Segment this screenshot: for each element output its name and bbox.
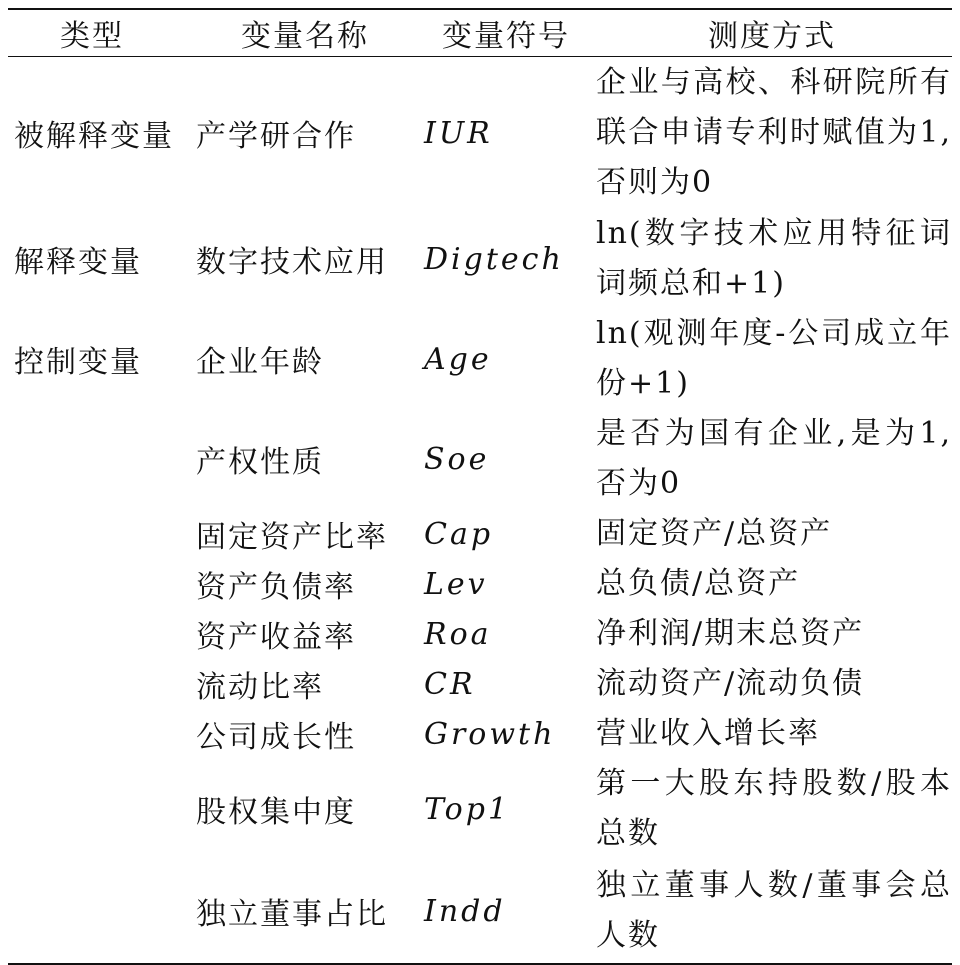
- cell-measure: 营业收入增长率: [596, 716, 820, 751]
- cell-name: 产学研合作: [196, 119, 356, 154]
- header-measurement: 测度方式: [708, 19, 836, 54]
- cell-symbol: Roa: [424, 616, 492, 652]
- cell-name: 资产收益率: [196, 620, 356, 655]
- cell-type: 被解释变量: [14, 119, 174, 154]
- cell-measure: 企业与高校、科研院所有联合申请专利时赋值为1,否则为0: [596, 65, 952, 200]
- cell-measure: 固定资产/总资产: [596, 516, 833, 551]
- table-header-row: [8, 10, 952, 56]
- cell-type: [8, 759, 190, 859]
- table-row: [8, 859, 952, 963]
- cell-name: 流动比率: [196, 670, 324, 705]
- cell-name: 数字技术应用: [196, 245, 388, 280]
- cell-symbol: Cap: [424, 516, 494, 552]
- table-row: [8, 609, 952, 659]
- cell-measure: 流动资产/流动负债: [596, 666, 865, 701]
- cell-name: 公司成长性: [196, 720, 356, 755]
- cell-type: [8, 409, 190, 509]
- table-row: [8, 759, 952, 859]
- cell-name: 资产负债率: [196, 570, 356, 605]
- cell-symbol: CR: [424, 666, 476, 702]
- table-row: [8, 309, 952, 409]
- cell-name: 独立董事占比: [196, 897, 388, 932]
- cell-type: [8, 509, 190, 559]
- table-row: [8, 509, 952, 559]
- cell-type: [8, 609, 190, 659]
- cell-symbol: Age: [424, 341, 492, 377]
- variable-definition-table: [8, 8, 952, 965]
- cell-name: 产权性质: [196, 445, 324, 480]
- cell-name: 股权集中度: [196, 795, 356, 830]
- cell-symbol: Indd: [424, 893, 506, 929]
- header-type: 类型: [60, 19, 124, 54]
- table-row: [8, 659, 952, 709]
- cell-type: [8, 659, 190, 709]
- cell-symbol: Top1: [424, 791, 511, 827]
- cell-symbol: IUR: [424, 115, 493, 151]
- table-row: [8, 709, 952, 759]
- cell-type: 解释变量: [14, 245, 142, 280]
- cell-measure: 独立董事人数/董事会总人数: [596, 868, 952, 953]
- cell-type: [8, 859, 190, 963]
- cell-type: [8, 559, 190, 609]
- cell-symbol: Growth: [424, 716, 556, 752]
- cell-type: [8, 709, 190, 759]
- table-body-grid: [8, 57, 952, 963]
- table-row: [8, 209, 952, 309]
- cell-symbol: Lev: [424, 566, 488, 602]
- table-row: [8, 57, 952, 209]
- cell-measure: 总负债/总资产: [596, 566, 801, 601]
- header-variable-name: 变量名称: [241, 19, 369, 54]
- cell-name: 企业年龄: [196, 345, 324, 380]
- cell-symbol: Soe: [424, 441, 490, 477]
- cell-type: 控制变量: [14, 345, 142, 380]
- cell-measure: ln(数字技术应用特征词词频总和+1): [596, 216, 952, 301]
- cell-symbol: Digtech: [424, 241, 564, 277]
- table-grid: [8, 10, 952, 56]
- table-row: [8, 559, 952, 609]
- table-row: [8, 409, 952, 509]
- cell-measure: 是否为国有企业,是为1,否为0: [596, 416, 952, 501]
- header-variable-symbol: 变量符号: [442, 19, 570, 54]
- cell-name: 固定资产比率: [196, 520, 388, 555]
- cell-measure: 净利润/期末总资产: [596, 616, 865, 651]
- cell-measure: ln(观测年度-公司成立年份+1): [596, 316, 952, 401]
- cell-measure: 第一大股东持股数/股本总数: [596, 766, 952, 851]
